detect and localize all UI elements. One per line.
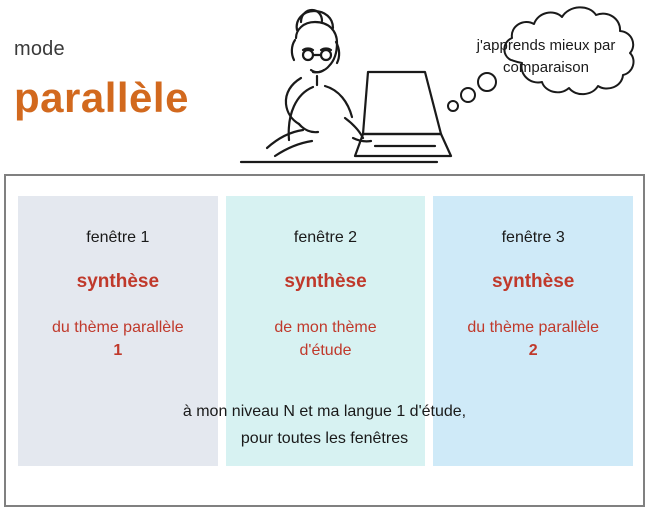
window-2-header: fenêtre 2 [293,229,358,246]
window-2-body-line2: d'étude [299,342,352,360]
parallel-mode-panel [4,174,645,507]
footer-note-line1: à mon niveau N et ma langue 1 d'étude, [182,403,467,420]
window-1-body-line1: du thème parallèle [52,319,184,336]
person-studying-with-laptop-illustration [205,0,455,175]
window-2-emphasis: synthèse [284,271,367,292]
window-1-body [24,316,212,362]
window-2-body-line1: de mon thème [274,319,377,336]
window-1-body-line2: 1 [113,342,123,360]
thought-bubble-text: j'apprends mieux par comparaison [476,37,616,76]
footer-note-line2: pour toutes les fenêtres [240,430,409,448]
page-title: parallèle [14,74,189,121]
panel-footer-note [6,398,643,452]
header [0,0,657,172]
window-3-emphasis: synthèse [491,271,575,292]
window-3-body-line2: 2 [528,342,538,360]
window-3-header: fenêtre 3 [501,229,565,246]
window-2-body [232,316,420,362]
window-1-header: fenêtre 1 [86,229,150,246]
window-3-body-line1: du thème parallèle [467,319,599,336]
mode-label: mode [14,38,65,60]
window-1-emphasis: synthèse [76,271,160,292]
window-3-body [439,316,627,362]
